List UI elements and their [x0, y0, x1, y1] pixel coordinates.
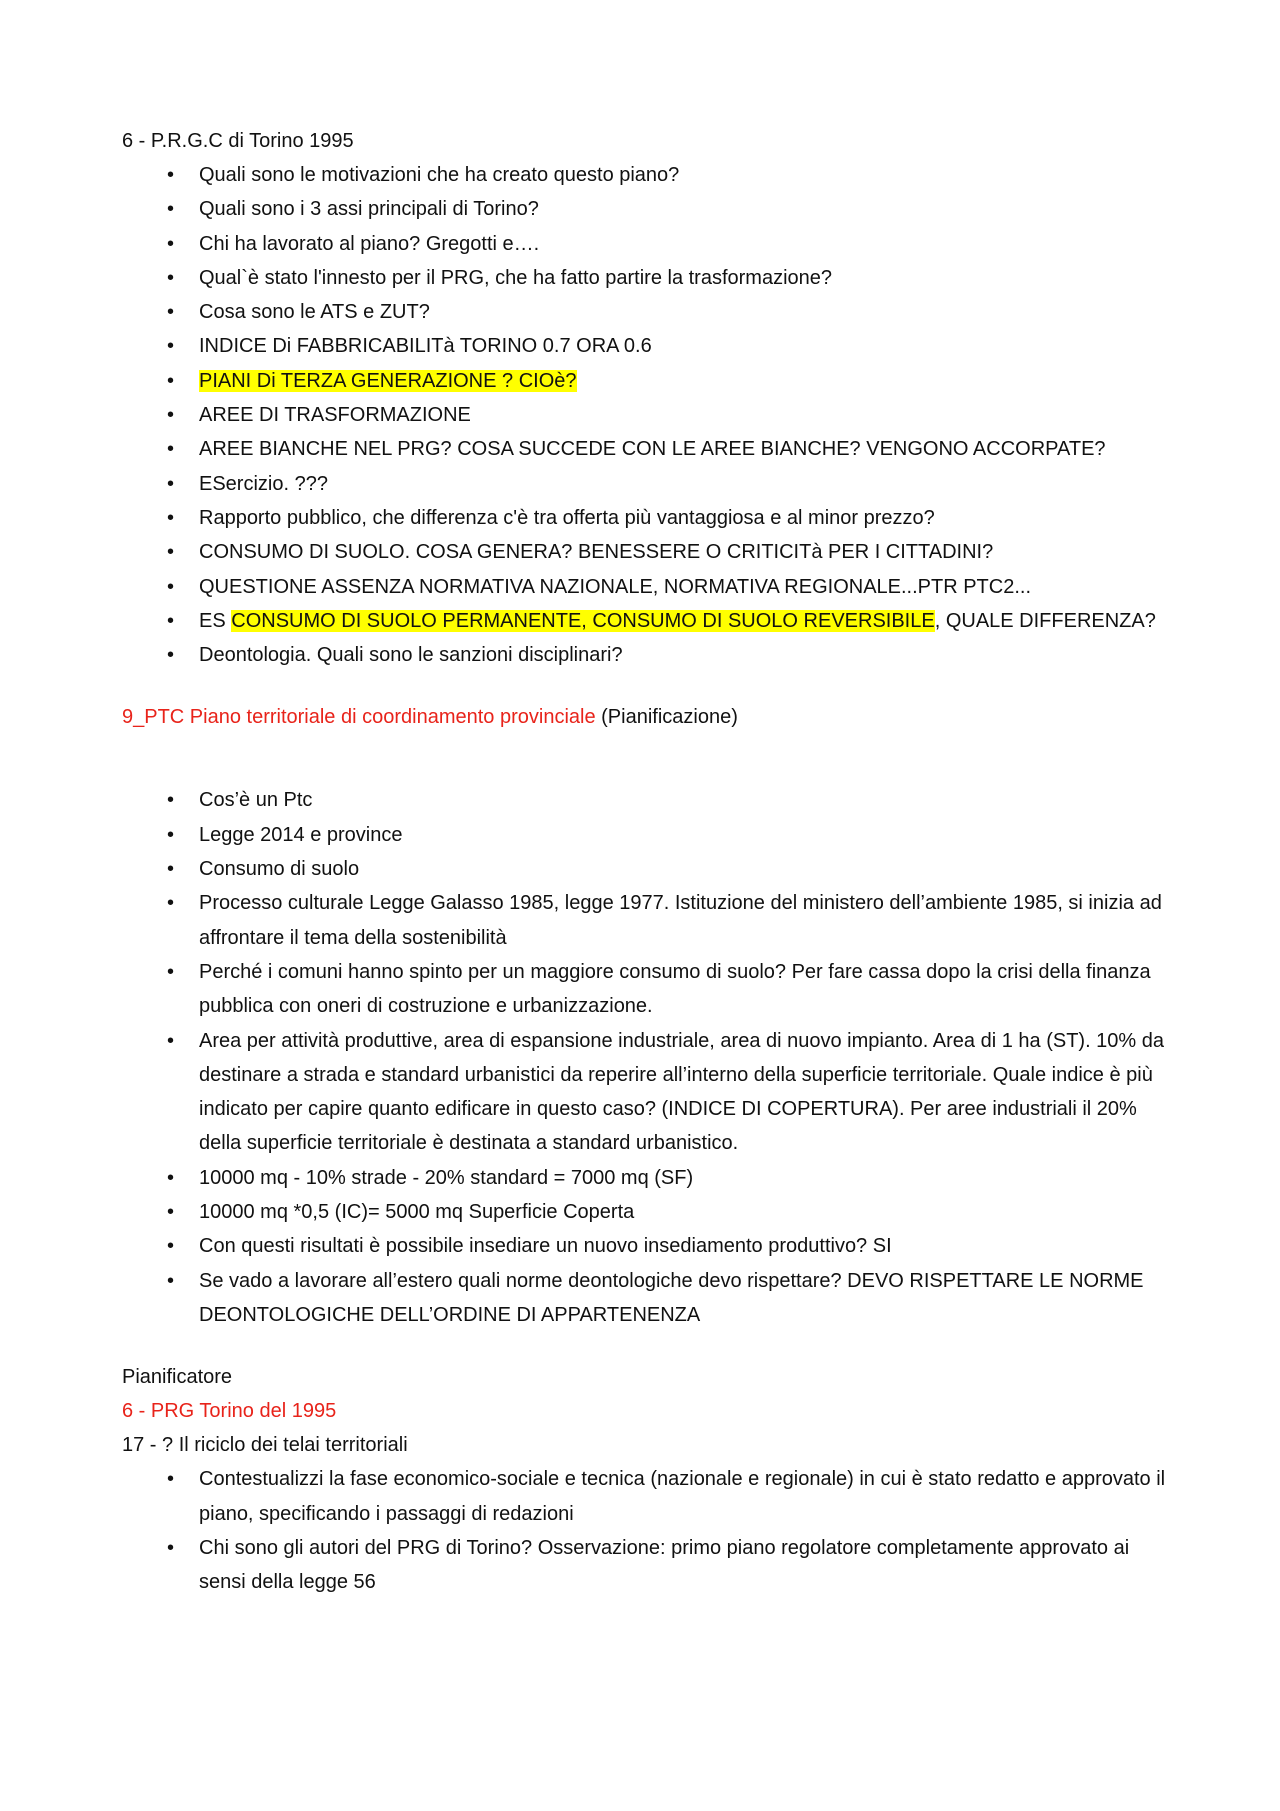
- list-item: • ESercizio. ???: [122, 467, 1172, 501]
- list-item: • Chi sono gli autori del PRG di Torino? Osservazione: primo piano regolatore completamente approvato ai sensi della legge 56: [122, 1531, 1172, 1600]
- list-item: • Contestualizzi la fase economico-sociale e tecnica (nazionale e regionale) in cui è stato redatto e approvato il piano, specificando i passaggi di redazioni: [122, 1462, 1172, 1531]
- list-item: • Rapporto pubblico, che differenza c'è tra offerta più vantaggiosa e al minor prezzo?: [122, 501, 1172, 535]
- list-item: • Se vado a lavorare all’estero quali norme deontologiche devo rispettare? DEVO RISPETTARE LE NORME DEONTOLOGICHE DELL’ORDINE DI APPARTENENZA: [122, 1264, 1172, 1333]
- section-heading-prg-torino: 6 - PRG Torino del 1995: [122, 1400, 337, 1423]
- ptc-heading-red: 9_PTC Piano territoriale di coordinamento provinciale: [122, 706, 596, 729]
- list-item: • Consumo di suolo: [122, 852, 1172, 886]
- list-item: • QUESTIONE ASSENZA NORMATIVA NAZIONALE, NORMATIVA REGIONALE...PTR PTC2...: [122, 570, 1172, 604]
- section-heading-prgc-torino: 6 - P.R.G.C di Torino 1995: [122, 130, 354, 152]
- list-item: • AREE BIANCHE NEL PRG? COSA SUCCEDE CON LE AREE BIANCHE? VENGONO ACCORPATE?: [122, 432, 1172, 466]
- list-item: • Cos’è un Ptc: [122, 783, 1172, 817]
- es-suffix: , QUALE DIFFERENZA?: [934, 609, 1156, 632]
- pianificatore-label: Pianificatore: [122, 1366, 233, 1389]
- list-item: • CONSUMO DI SUOLO. COSA GENERA? BENESSERE O CRITICITà PER I CITTADINI?: [122, 535, 1172, 569]
- ptc-heading-suffix: (Pianificazione): [595, 706, 738, 729]
- list-item: • Con questi risultati è possibile insediare un nuovo insediamento produttivo? SI: [122, 1229, 1172, 1263]
- section3-list: [122, 1462, 1172, 1599]
- highlighted-text: PIANI Di TERZA GENERAZIONE ? CIOè?: [199, 369, 577, 392]
- spacer: [122, 672, 1172, 700]
- list-item: • 10000 mq - 10% strade - 20% standard = 7000 mq (SF): [122, 1161, 1172, 1195]
- list-item: • Processo culturale Legge Galasso 1985, legge 1977. Istituzione del ministero dell’ambiente 1985, si inizia ad affrontare il tema della sostenibilità: [122, 886, 1172, 955]
- list-item: • Quali sono le motivazioni che ha creato questo piano?: [122, 158, 1172, 192]
- list-item: • Perché i comuni hanno spinto per un maggiore consumo di suolo? Per fare cassa dopo la crisi della finanza pubblica con oneri di costruzione e urbanizzazione.: [122, 955, 1172, 1024]
- section-heading-ptc: [122, 700, 1172, 734]
- document-page: [122, 124, 1172, 1599]
- list-item-highlighted: [122, 364, 1172, 398]
- list-item: • Cosa sono le ATS e ZUT?: [122, 295, 1172, 329]
- section1-list: [122, 158, 1172, 672]
- section-subheading-riciclo: 17 - ? Il riciclo dei telai territoriali: [122, 1434, 408, 1457]
- list-item: • Legge 2014 e province: [122, 818, 1172, 852]
- list-item: • 10000 mq *0,5 (IC)= 5000 mq Superficie Coperta: [122, 1195, 1172, 1229]
- section2-list: [122, 783, 1172, 1332]
- list-item: • Area per attività produttive, area di espansione industriale, area di nuovo impianto. Area di 1 ha (ST). 10% da destinare a strada e standard urbanistici da reperire all’interno della superficie territoriale. Quale indice è più indicato per capire quanto edificare in questo caso? (INDICE DI COPERTURA). Per aree industriali il 20% della superficie territoriale è destinata a standard urbanistico.: [122, 1024, 1172, 1161]
- spacer: [122, 1332, 1172, 1360]
- spacer: [122, 734, 1172, 783]
- highlighted-text: CONSUMO DI SUOLO PERMANENTE, CONSUMO DI SUOLO REVERSIBILE: [231, 609, 935, 632]
- list-item: • Deontologia. Quali sono le sanzioni disciplinari?: [122, 638, 1172, 672]
- es-prefix: ES: [199, 609, 232, 632]
- list-item: • Quali sono i 3 assi principali di Torino?: [122, 192, 1172, 226]
- list-item: • Chi ha lavorato al piano? Gregotti e….: [122, 227, 1172, 261]
- list-item-es-consumo: [122, 604, 1172, 638]
- list-item: • INDICE Di FABBRICABILITà TORINO 0.7 ORA 0.6: [122, 329, 1172, 363]
- list-item: • Qual`è stato l'innesto per il PRG, che ha fatto partire la trasformazione?: [122, 261, 1172, 295]
- list-item: • AREE DI TRASFORMAZIONE: [122, 398, 1172, 432]
